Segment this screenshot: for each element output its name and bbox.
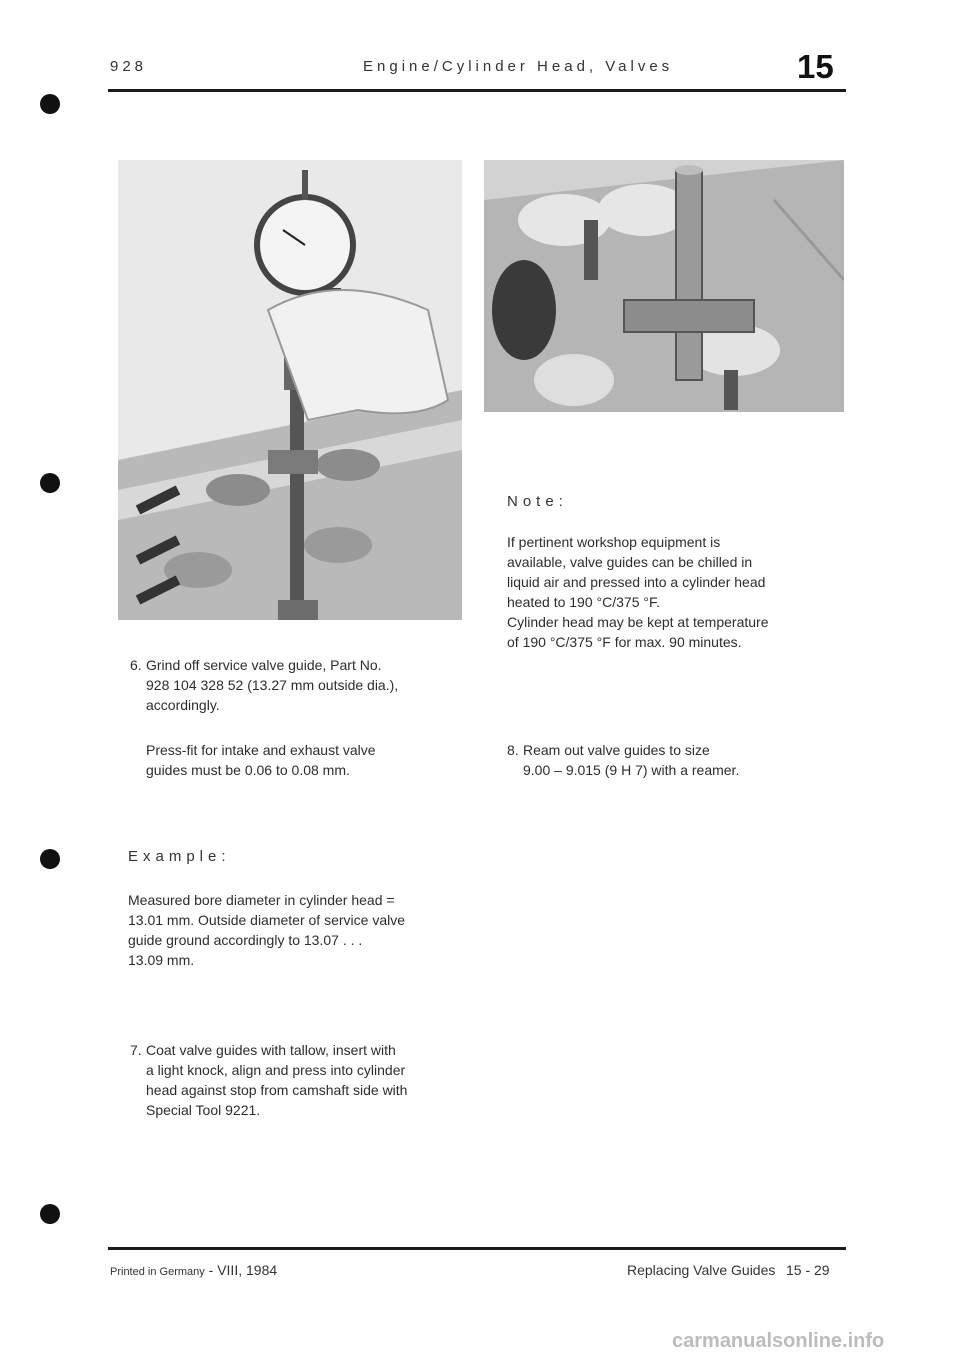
step-8 [507, 740, 847, 780]
pressfit-line: Press-fit for intake and exhaust valve [146, 742, 376, 758]
printed-label: Printed in Germany [110, 1266, 205, 1278]
header-model: 928 [110, 58, 148, 75]
step-6-line: Grind off service valve guide, Part No. [146, 657, 382, 673]
step-7-number: 7. [130, 1042, 142, 1058]
note-line: If pertinent workshop equipment is [507, 534, 721, 550]
step-7-line: Special Tool 9221. [146, 1102, 261, 1118]
binder-hole-dot [40, 473, 60, 493]
note-line: heated to 190 °C/375 °F. [507, 594, 660, 610]
step-7-line: Coat valve guides with tallow, insert with [146, 1042, 396, 1058]
step-6-line: accordingly. [146, 697, 220, 713]
footer-page-number: 15 - 29 [786, 1262, 830, 1278]
example-line: 13.09 mm. [128, 952, 195, 968]
bore-gauge-photo [118, 160, 462, 620]
binder-hole-dot [40, 94, 60, 114]
note-line: liquid air and pressed into a cylinder head [507, 574, 766, 590]
step-8-line: Ream out valve guides to size [523, 742, 710, 758]
header-rule [108, 89, 846, 92]
pressfit-line: guides must be 0.06 to 0.08 mm. [146, 762, 350, 778]
printed-date: - VIII, 1984 [204, 1262, 278, 1278]
step-6-line: 928 104 328 52 (13.27 mm outside dia.), [146, 677, 399, 693]
binder-hole-dot [40, 849, 60, 869]
step-7 [130, 1040, 470, 1120]
note-line: Cylinder head may be kept at temperature [507, 614, 769, 630]
watermark: carmanualsonline.info [672, 1330, 885, 1352]
section-number: 15 [797, 48, 834, 85]
example-line: Measured bore diameter in cylinder head = [128, 892, 395, 908]
step-7-line: a light knock, align and press into cylinder [146, 1062, 406, 1078]
press-tool-photo [484, 160, 844, 412]
binder-hole-dot [40, 1204, 60, 1224]
step-6-number: 6. [130, 657, 142, 673]
step-8-number: 8. [507, 742, 519, 758]
note-heading: Note: [507, 493, 568, 510]
footer-rule [108, 1247, 846, 1250]
example-heading: Example: [128, 848, 231, 865]
example-line: 13.01 mm. Outside diameter of service valve [128, 912, 406, 928]
footer-section-title: Replacing Valve Guides [627, 1262, 776, 1278]
note-line: of 190 °C/375 °F for max. 90 minutes. [507, 634, 742, 650]
header-title: Engine/Cylinder Head, Valves [363, 58, 674, 75]
pressfit-note [146, 740, 466, 780]
step-8-line: 9.00 – 9.015 (9 H 7) with a reamer. [523, 762, 740, 778]
example-line: guide ground accordingly to 13.07 . . . [128, 932, 363, 948]
step-7-line: head against stop from camshaft side with [146, 1082, 408, 1098]
example-text [128, 890, 468, 970]
note-text [507, 532, 847, 652]
note-line: available, valve guides can be chilled in [507, 554, 753, 570]
step-6 [130, 655, 470, 715]
footer-printed [110, 1262, 277, 1278]
